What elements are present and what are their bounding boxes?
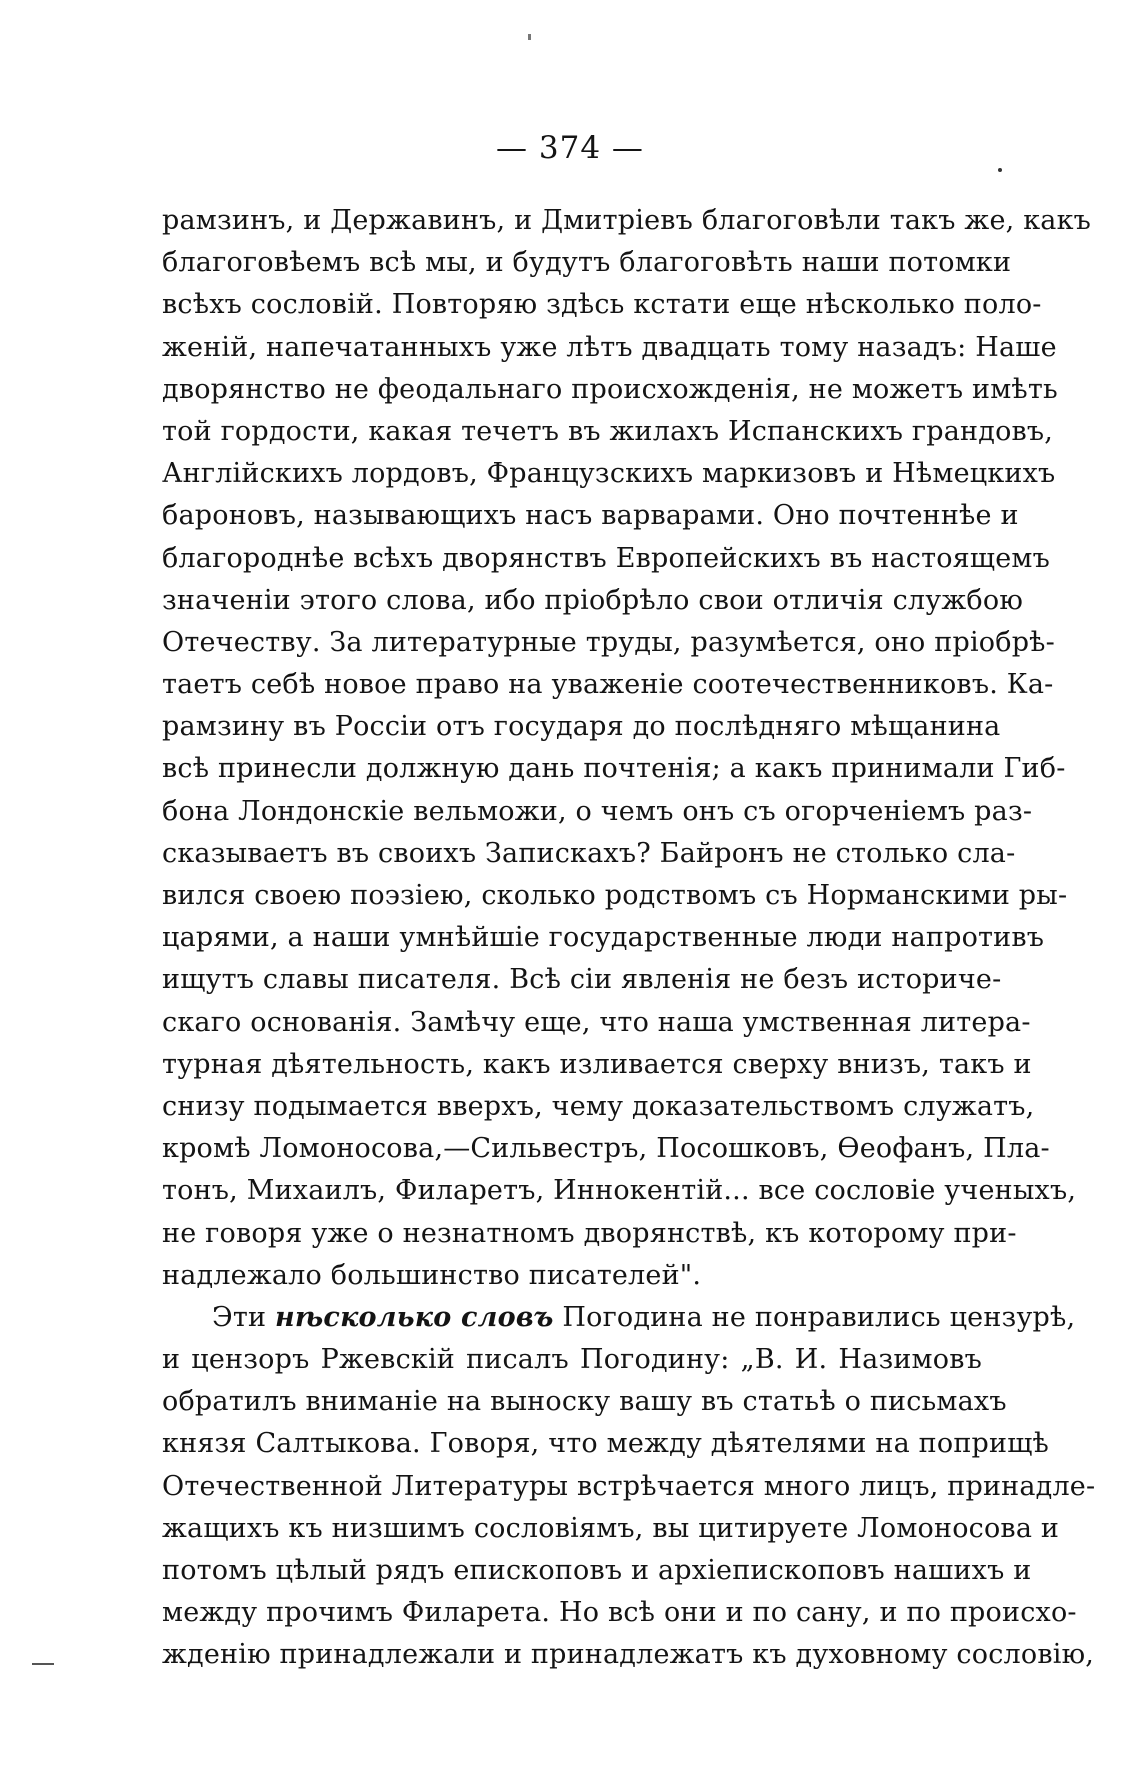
page-body — [162, 200, 1096, 1677]
text-line: между прочимъ Филарета. Но всѣ они и по сану, и по происхо- — [162, 1597, 1077, 1629]
text-line: Отечественной Литературы встрѣчается много лицъ, принадле- — [162, 1470, 1096, 1502]
text-line: дворянство не феодальнаго происхожденія, не можетъ имѣть — [162, 373, 1058, 405]
text-line: ищутъ славы писателя. Всѣ сіи явленія не безъ историче- — [162, 964, 1002, 996]
text-line: турная дѣятельность, какъ изливается сверху внизъ, такъ и — [162, 1048, 1032, 1080]
page-number: — 374 — — [496, 130, 644, 166]
text-line: Англійскихъ лордовъ, Французскихъ маркизовъ и Нѣмецкихъ — [162, 458, 1056, 490]
text-line: Отечеству. За литературные труды, разумѣется, оно пріобрѣ- — [162, 626, 1055, 658]
text-line: благоговѣемъ всѣ мы, и будутъ благоговѣть наши потомки — [162, 247, 1012, 279]
text-line: снизу подымается вверхъ, чему доказательствомъ служатъ, — [162, 1090, 1035, 1122]
text-line: обратилъ вниманіе на выноску вашу въ статьѣ о письмахъ — [162, 1386, 1007, 1418]
text-line: вился своею поэзіею, сколько родствомъ съ Норманскими ры- — [162, 880, 1068, 911]
paragraph-narrative — [162, 1297, 1096, 1677]
text-line: рамзинъ, и Державинъ, и Дмитріевъ благоговѣли такъ же, какъ — [162, 205, 1092, 236]
text-line: таетъ себѣ новое право на уваженіе соотечественниковъ. Ка- — [162, 669, 1054, 701]
text-line: царями, а наши умнѣйшіе государственные люди напротивъ — [162, 922, 1045, 954]
text-line: князя Салтыкова. Говоря, что между дѣятелями на поприщѣ — [162, 1428, 1049, 1460]
text-line: надлежало большинство писателей". — [162, 1259, 702, 1291]
paragraph-quote — [162, 200, 1092, 1297]
text-line: той гордости, какая течетъ въ жилахъ Испанскихъ грандовъ, — [162, 415, 1054, 447]
text-line-first — [162, 1297, 1076, 1339]
text-run: Эти — [212, 1301, 267, 1333]
text-line: тонъ, Михаилъ, Филаретъ, Иннокентій... все сословіе ученыхъ, — [162, 1175, 1077, 1207]
text-line: всѣ принесли должную дань почтенія; а какъ принимали Гиб- — [162, 753, 1066, 785]
text-run: Погодина не понравились цензурѣ, — [562, 1301, 1076, 1333]
scan-speck — [998, 168, 1002, 172]
text-line: и цензоръ Ржевскій писалъ Погодину: „В. И. Назимовъ — [162, 1344, 982, 1376]
text-line: потомъ цѣлый рядъ епископовъ и архіепископовъ нашихъ и — [162, 1555, 1032, 1586]
text-line: жащихъ къ низшимъ сословіямъ, вы цитируете Ломоносова и — [162, 1512, 1060, 1544]
italic-phrase: нѣсколько словъ — [275, 1301, 554, 1333]
scan-speck — [528, 34, 531, 40]
text-line: сказываетъ въ своихъ Запискахъ? Байронъ не столько сла- — [162, 837, 1016, 869]
text-line: скаго основанія. Замѣчу еще, что наша умственная литера- — [162, 1006, 1031, 1038]
text-line: не говоря уже о незнатномъ дворянствѣ, къ которому при- — [162, 1217, 1017, 1249]
text-line: женій, напечатанныхъ уже лѣтъ двадцать тому назадъ: Наше — [162, 331, 1057, 363]
text-line: благороднѣе всѣхъ дворянствъ Европейскихъ въ настоящемъ — [162, 542, 1050, 574]
text-line: бона Лондонскіе вельможи, о чемъ онъ съ огорченіемъ раз- — [162, 795, 1033, 827]
text-line: всѣхъ сословій. Повторяю здѣсь кстати еще нѣсколько поло- — [162, 289, 1042, 321]
text-line: жденію принадлежали и принадлежатъ къ духовному сословію, — [162, 1639, 1095, 1671]
scan-speck — [32, 1663, 54, 1665]
text-line: значеніи этого слова, ибо пріобрѣло свои отличія службою — [162, 584, 1024, 616]
text-line: кромѣ Ломоносова,—Сильвестръ, Посошковъ, Ѳеофанъ, Пла- — [162, 1133, 1050, 1165]
text-line: бароновъ, называющихъ насъ варварами. Оно почтеннѣе и — [162, 500, 1019, 532]
text-line: рамзину въ Россіи отъ государя до послѣдняго мѣщанина — [162, 711, 1001, 743]
